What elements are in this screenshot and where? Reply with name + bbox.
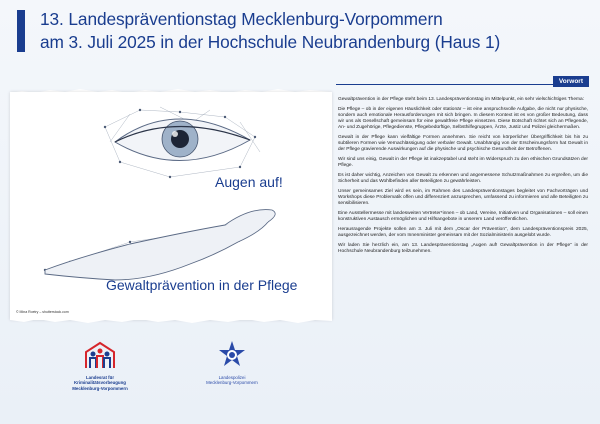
slogan-augen-auf: Augen auf! xyxy=(215,174,283,190)
preface-paragraph: Eine Ausstellermesse mit landesweiten Vertreter*innen – ob Land, Vereine, Initiativen und Organisationen – soll einen konstruktiven Austausch ermöglichen und Hilfsangebote in unserem Land veröffentlichen. xyxy=(338,211,588,223)
slogan-gewaltpraevention: Gewaltprävention in der Pflege xyxy=(106,277,298,293)
landesrat-logo-text: Landesrat für Kriminalitätsvorbeugung Mecklenburg-Vorpommern xyxy=(72,375,128,391)
preface-paragraph: Unser gemeinsames Ziel wird es sein, im Rahmen des Landespräventionstages begleitet von Fachvorträgen und Workshops diese Problematik offen und differenziert anzusprechen, umfassend zu informieren und alle Beteiligten zu sensibilisieren. xyxy=(338,188,588,207)
preface-paragraph: Die Pflege – ob in der eigenen Häuslichkeit oder stationär – ist eine anspruchsvolle Aufgabe, die nicht nur physische, sondern auch emotionale Herausforderungen mit sich bringen. In diesem Kontext ist es von großer Bedeutung, dass wir uns als Gesellschaft gemeinsam für eine gewaltfreie Pflege einsetzen. Diese Botschaft richtet sich an Pflegende, An- und Zugehörige, Pflegedienste, Pflegebedürftige, Selbsthilfegruppen, Ärzte, Justiz und Polizei gleichermaßen. xyxy=(338,106,588,131)
logo-landespolizei xyxy=(182,340,282,386)
preface-paragraph: Gewaltprävention in der Pflege steht beim 13. Landespräventionstag im Mittelpunkt, ein sehr vielschichtiges Thema: xyxy=(338,97,585,102)
torn-edge-bottom xyxy=(10,314,332,328)
landespolizei-logo-text: Landespolizei Mecklenburg-Vorpommern xyxy=(206,375,258,386)
preface-text xyxy=(338,97,588,259)
preface-paragraph: Wir laden Sie herzlich ein, am 13. Landespräventionstag „Augen auf! Gewaltprävention in der Pflege“ in der Hochschule Neubrandenburg teilzunehmen. xyxy=(338,242,588,255)
image-credit: © Mina Roetry – shutterstock.com xyxy=(16,310,69,314)
preface-paragraph: Herausragende Projekte sollen am 3. Juli mit dem „Oscar der Prävention“, dem Landespräventionspreis 2025, ausgezeichnet werden, der vom Innenminister gemeinsam mit der Sozialministerin ausgelobt wurde. xyxy=(338,226,588,239)
illustration-panel xyxy=(10,92,332,320)
title-accent-bar xyxy=(17,10,25,52)
section-rule xyxy=(336,84,589,85)
logo-landesrat xyxy=(50,340,150,391)
title-line-1: 13. Landespräventionstag Mecklenburg-Vorpommern xyxy=(40,9,443,29)
section-label-vorwort: Vorwort xyxy=(553,76,589,87)
preface-paragraph: Es ist daher wichtig, Anzeichen von Gewalt zu erkennen und angemessene Schutzmaßnahmen zu ergreifen, um die Sicherheit und das Wohlbefinden aller Beteiligten zu gewährleisten. xyxy=(338,173,588,185)
landesrat-logo-icon xyxy=(82,340,118,370)
police-star-icon xyxy=(217,340,247,370)
preface-paragraph: Gewalt in der Pflege kann vielfältige Formen annehmen. Sie reicht von körperlicher Übergriffichkeit bis hin zu subtileren Formen wie Vernachlässigung oder verbaler Gewalt. Unabhängig von der Erscheinungsform hat Gewalt in der Pflege gravierende Auswirkungen auf die physische und psychische Gesundheit der Betroffenen. xyxy=(338,135,588,153)
title-line-2: am 3. Juli 2025 in der Hochschule Neubrandenburg (Haus 1) xyxy=(40,32,501,52)
preface-paragraph: Wir sind uns einig, Gewalt in der Pflege ist inakzeptabel und steht im Widerspruch zu den ethischen Grundsätzen der Pflege. xyxy=(338,157,588,169)
preface-column xyxy=(336,0,594,424)
